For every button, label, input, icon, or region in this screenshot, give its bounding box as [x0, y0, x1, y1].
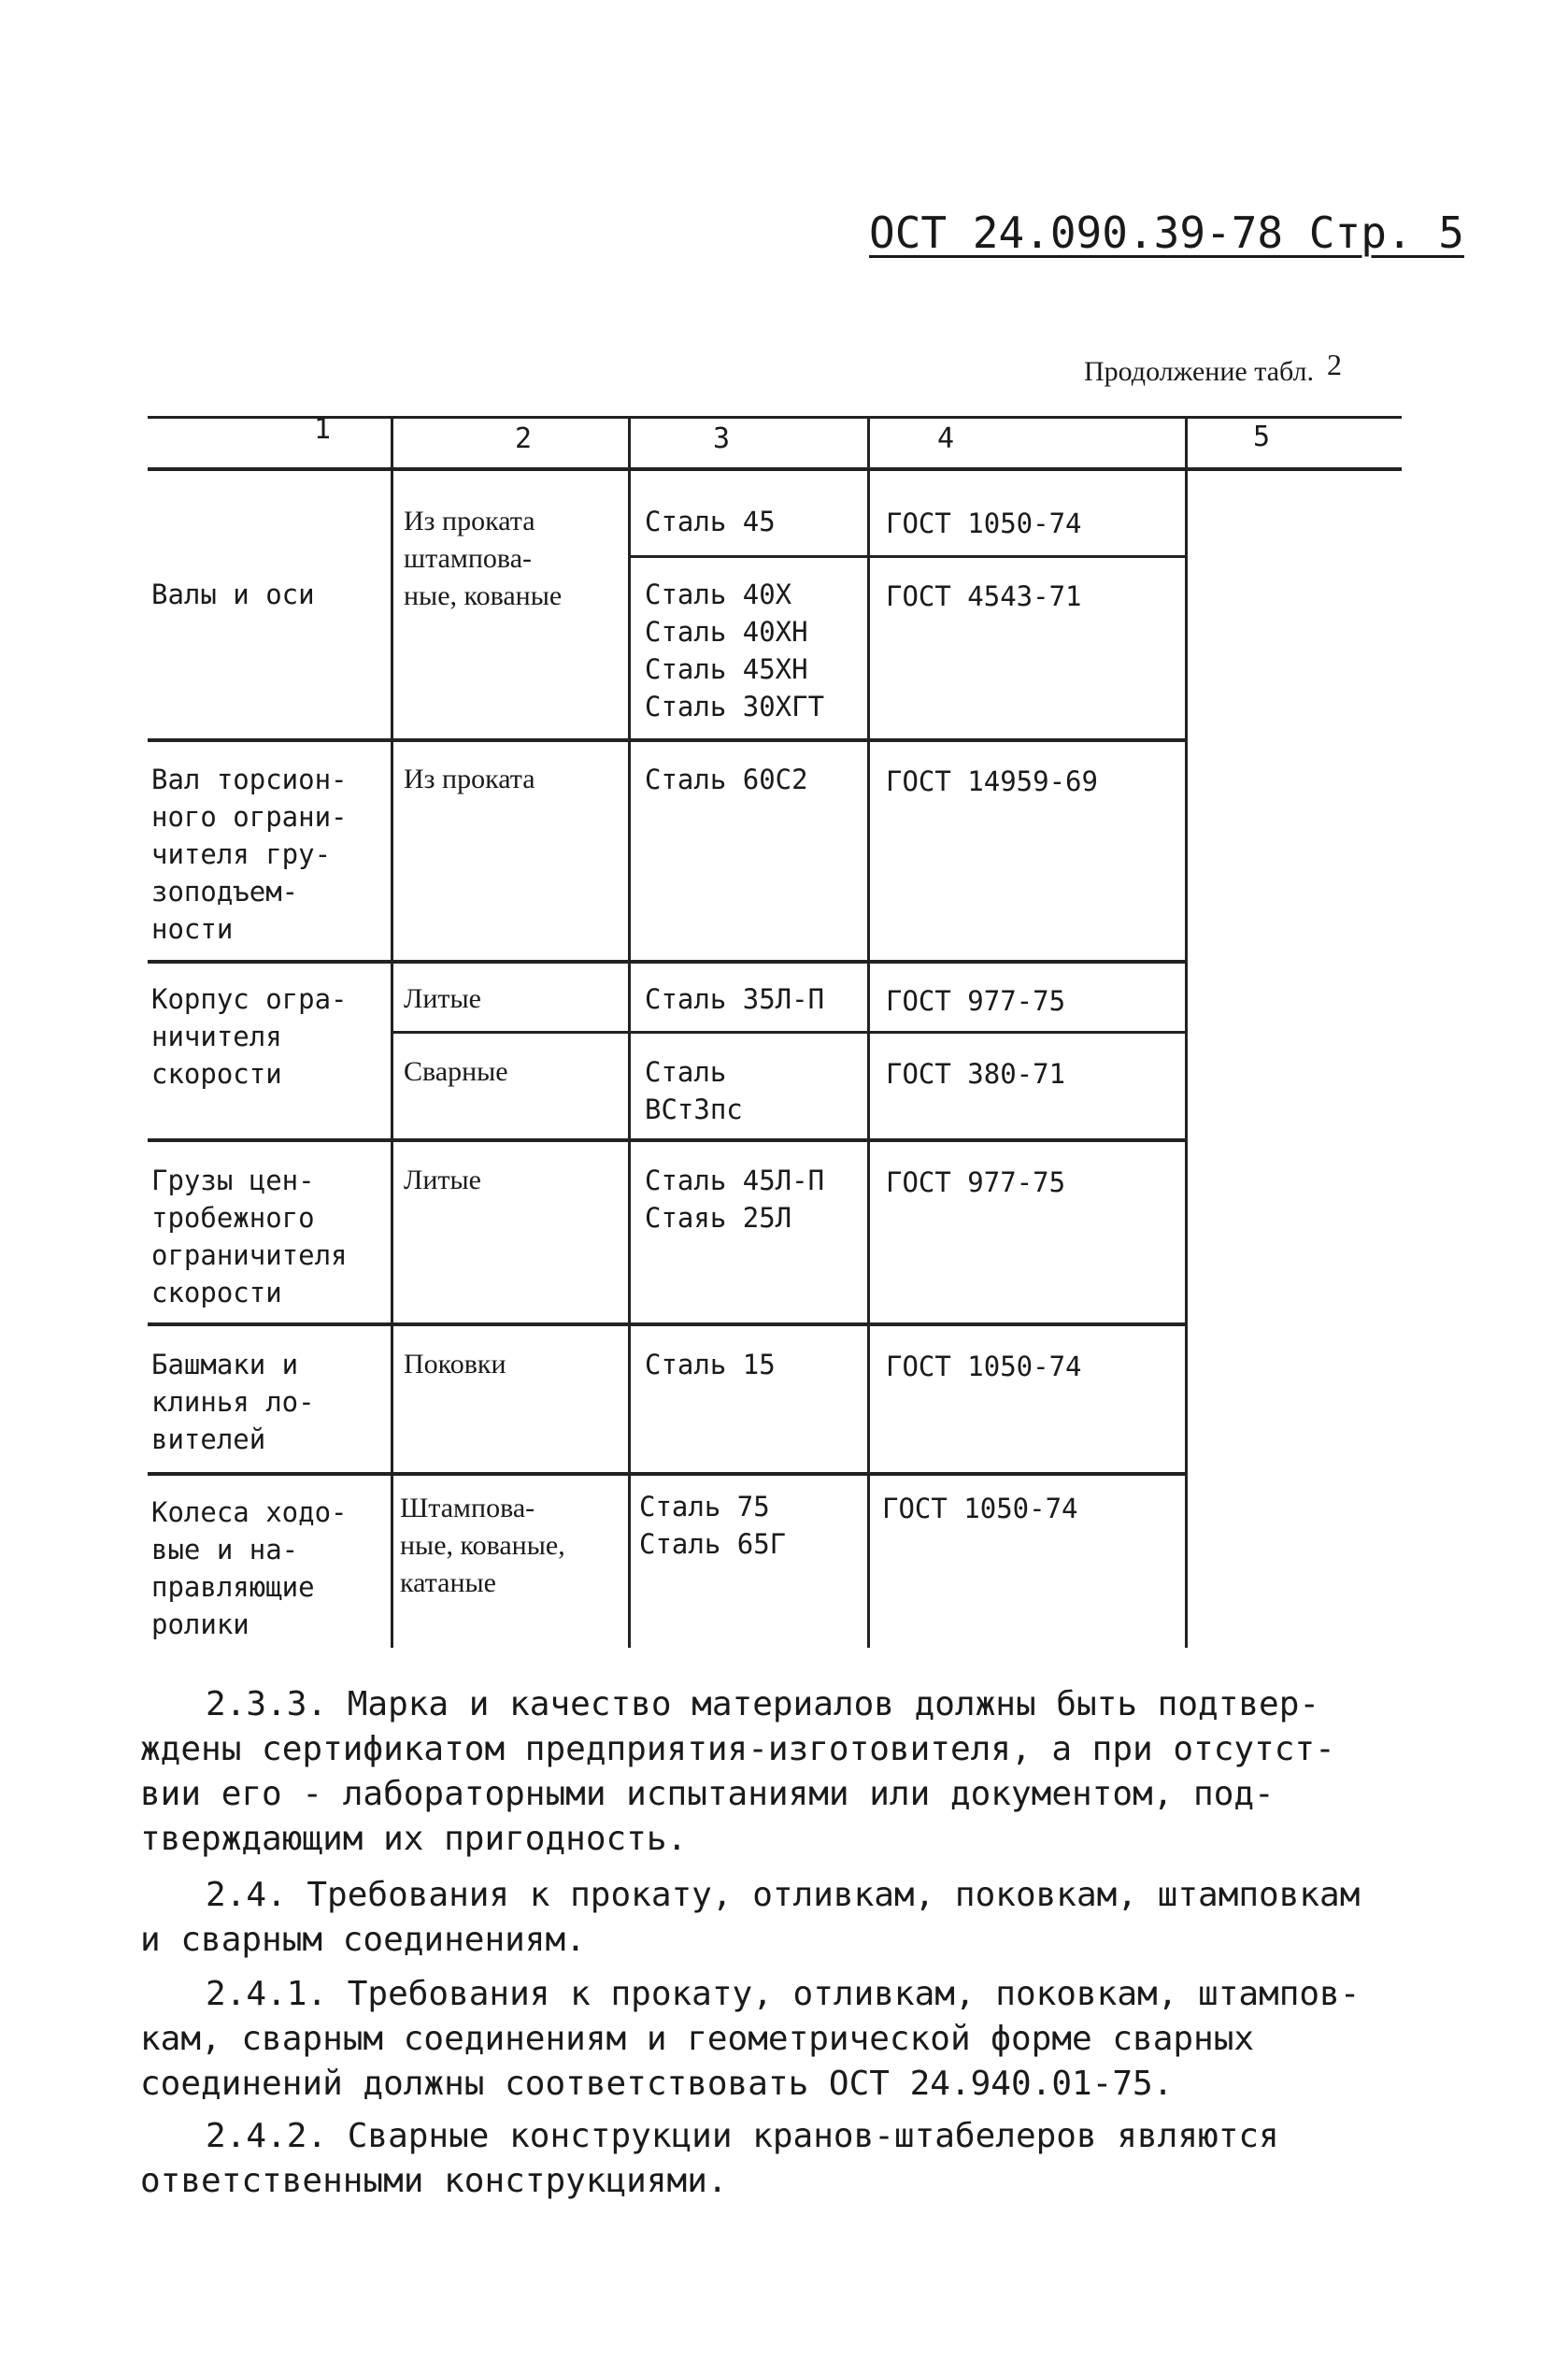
table-cell-type: Литые — [404, 983, 481, 1014]
document-reference: ОСТ 24.090.39-78 Стр. 5 — [869, 207, 1464, 258]
table-cell-part: Корпус огра- ничителя скорости — [151, 983, 348, 1090]
table-cell-steel: Сталь 40Х Сталь 40ХН Сталь 45ХН Сталь 30ХГТ — [645, 579, 825, 722]
row-separator — [148, 1322, 1187, 1326]
table-cell-steel: Сталь ВСт3пс — [645, 1056, 743, 1125]
table-cell-type: Литые — [404, 1165, 481, 1195]
subrow-separator — [391, 1031, 1187, 1034]
paragraph-line: ответственными конструкциями. — [140, 2162, 728, 2200]
table-cell-steel: Сталь 45Л-П Стаяь 25Л — [645, 1165, 825, 1234]
table-cell-steel: Сталь 60С2 — [645, 764, 808, 795]
table-header-rule — [148, 467, 1402, 471]
row-separator — [148, 960, 1187, 964]
paragraph-line: соединений должны соответствовать ОСТ 24.940.01-75. — [140, 2065, 1174, 2103]
table-cell-steel: Сталь 35Л-П — [645, 983, 825, 1015]
row-separator — [148, 1138, 1187, 1142]
paragraph-line: 2.4.1. Требования к прокату, отливкам, поковкам, штампов- — [206, 1975, 1361, 2013]
table-cell-gost: ГОСТ 1050-74 — [886, 507, 1082, 539]
paragraph-2-3-3 — [140, 1682, 1445, 1862]
row-separator — [148, 1472, 1187, 1476]
paragraph-line: 2.3.3. Марка и качество материалов должны быть подтвер- — [206, 1685, 1320, 1723]
table-cell-part: Валы и оси — [151, 579, 315, 610]
table-cell-type: Штампова- ные, кованые, катаные — [400, 1493, 565, 1598]
table-cell-part: Колеса ходо- вые и на- правляющие ролики — [151, 1496, 348, 1640]
table-cell-steel: Сталь 15 — [645, 1349, 776, 1380]
paragraph-2-4 — [140, 1873, 1445, 1963]
column-number-2: 2 — [514, 422, 533, 455]
table-cell-gost: ГОСТ 1050-74 — [886, 1351, 1082, 1382]
table-cell-gost: ГОСТ 977-75 — [886, 985, 1066, 1017]
table-cell-part: Грузы цен- тробежного ограничителя скорости — [151, 1165, 348, 1308]
table-cell-type: Из проката штампова- ные, кованые — [404, 506, 563, 611]
paragraph-line: и сварным соединениям. — [140, 1921, 586, 1959]
continuation-label: Продолжение табл. — [1084, 356, 1314, 387]
table-cell-gost: ГОСТ 4543-71 — [886, 580, 1082, 612]
table-cell-type: Из проката — [404, 764, 535, 794]
paragraph-line: ждены сертификатом предприятия-изготовителя, а при отсутст- — [140, 1730, 1335, 1768]
column-number-5: 5 — [1252, 421, 1271, 453]
table-cell-steel: Сталь 45 — [645, 506, 776, 537]
table-number: 2 — [1327, 348, 1342, 381]
paragraph-line: кам, сварным соединениям и геометрической форме сварных — [140, 2020, 1255, 2058]
paragraph-line: 2.4.2. Сварные конструкции кранов-штабелеров являются — [206, 2117, 1279, 2155]
column-number-4: 4 — [936, 422, 955, 455]
table-cell-type: Поковки — [404, 1349, 506, 1379]
table-cell-gost: ГОСТ 977-75 — [886, 1166, 1066, 1198]
subrow-separator — [628, 555, 1187, 558]
table-cell-gost: ГОСТ 1050-74 — [882, 1493, 1078, 1524]
table-cell-part: Башмаки и клинья ло- вителей — [151, 1349, 315, 1455]
table-cell-type: Сварные — [404, 1056, 508, 1087]
paragraph-line: тверждающим их пригодность. — [140, 1820, 688, 1858]
paragraph-2-4-2 — [140, 2114, 1445, 2204]
table-cell-part: Вал торсион- ного ограни- чителя гру- зоподъем- ности — [151, 764, 348, 945]
table-cell-gost: ГОСТ 14959-69 — [886, 765, 1098, 797]
paragraph-2-4-1 — [140, 1972, 1445, 2107]
column-number-1: 1 — [313, 413, 332, 446]
column-number-3: 3 — [712, 422, 731, 455]
row-separator — [148, 738, 1187, 742]
paragraph-line: 2.4. Требования к прокату, отливкам, поковкам, штамповкам — [206, 1876, 1361, 1914]
paragraph-line: вии его - лабораторными испытаниями или документом, под- — [140, 1775, 1275, 1813]
table-cell-gost: ГОСТ 380-71 — [886, 1058, 1066, 1090]
table-cell-steel: Сталь 75 Сталь 65Г — [639, 1491, 787, 1560]
